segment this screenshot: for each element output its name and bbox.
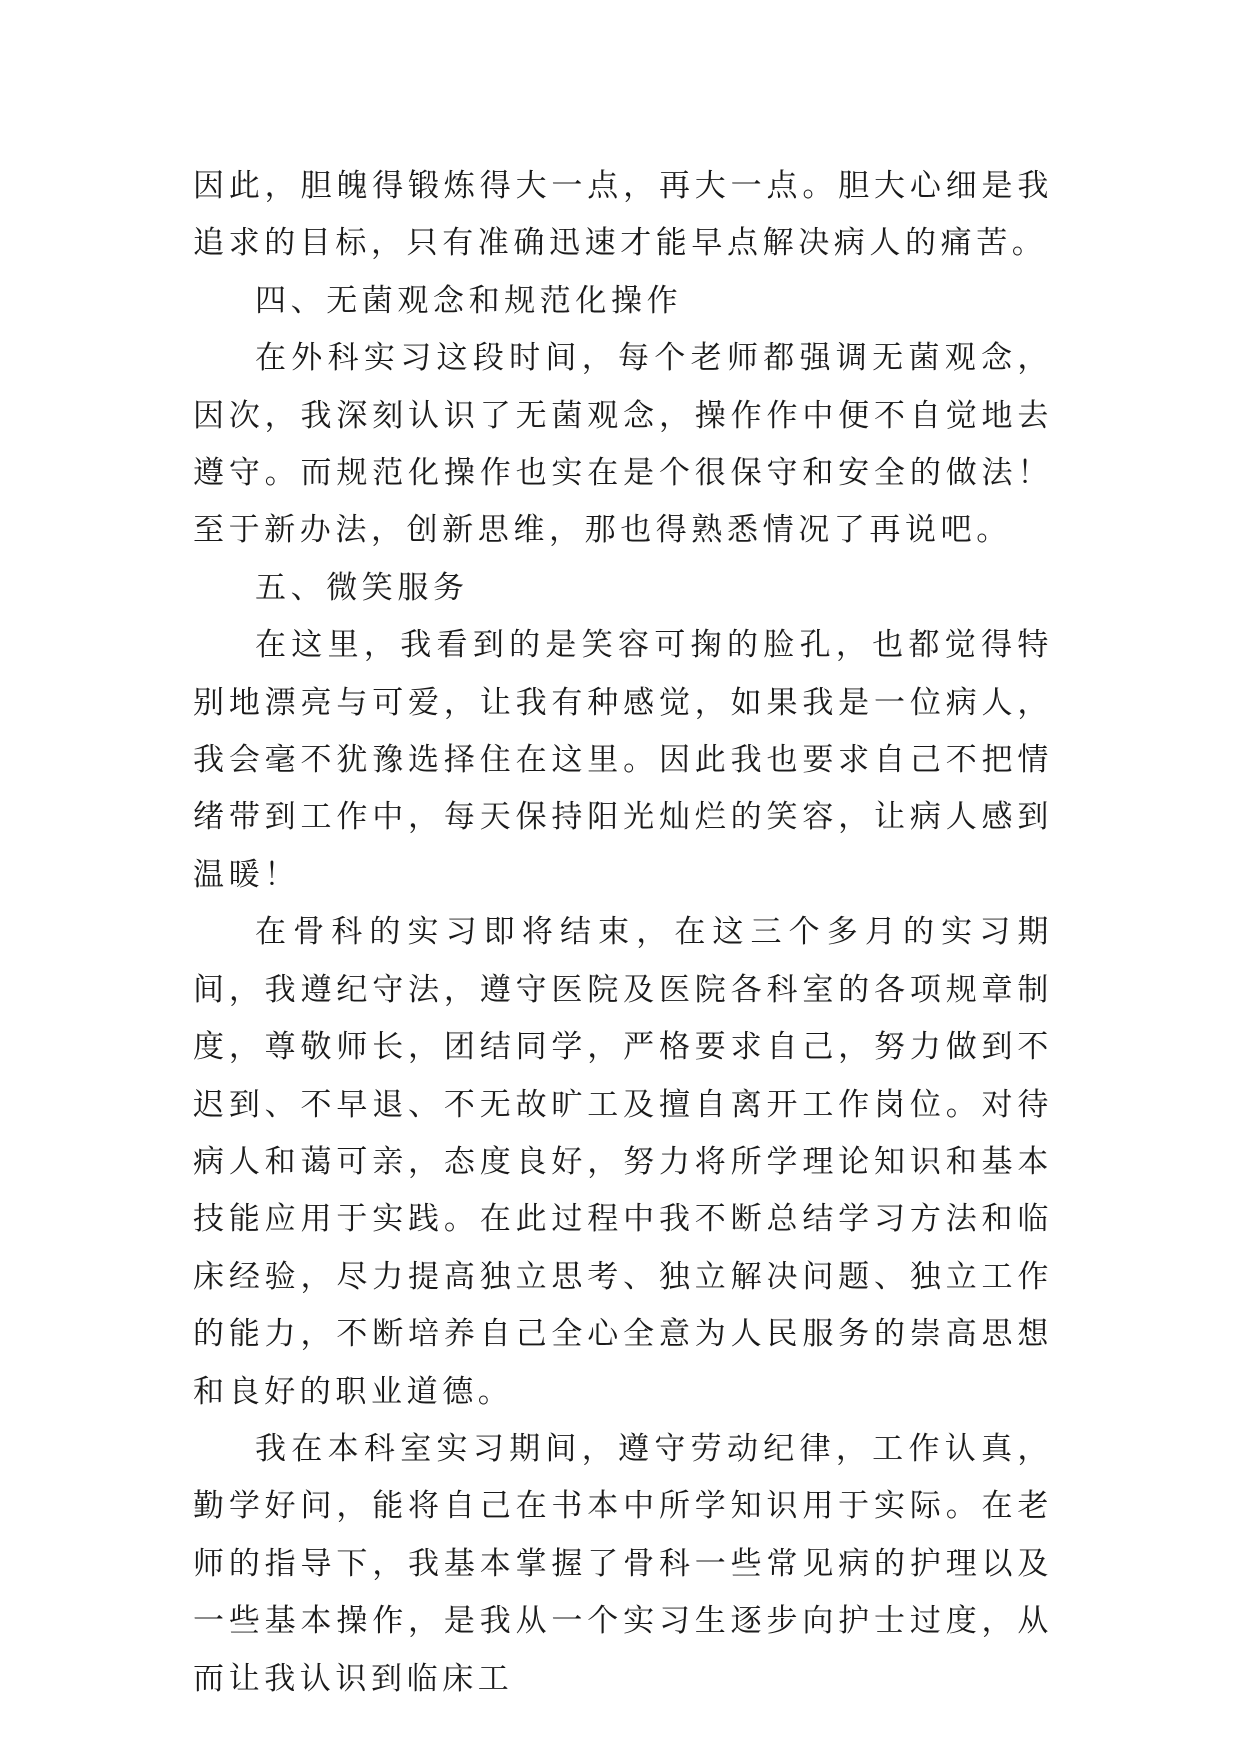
section-heading-5: 五、微笑服务	[255, 569, 469, 606]
paragraph-5: 我在本科室实习期间，遵守劳动纪律，工作认真，勤学好问，能将自己在书本中所学知识用于实际。在老师的指导下，我基本掌握了骨科一些常见病的护理以及一些基本操作，是我从一个实习生逐步向护士过度，从而让我认识到临床工	[193, 1430, 1053, 1697]
paragraph-2: 在外科实习这段时间，每个老师都强调无菌观念，因次，我深刻认识了无菌观念，操作作中便不自觉地去遵守。而规范化操作也实在是个很保守和安全的做法！至于新办法，创新思维，那也得熟悉情况了再说吧。	[193, 340, 1053, 549]
paragraph-3: 在这里，我看到的是笑容可掬的脸孔，也都觉得特别地漂亮与可爱，让我有种感觉，如果我是一位病人，我会毫不犹豫选择住在这里。因此我也要求自己不把情绪带到工作中，每天保持阳光灿烂的笑容，让病人感到温暖！	[193, 627, 1053, 893]
section-heading-4: 四、无菌观念和规范化操作	[255, 282, 683, 319]
document-body	[193, 158, 1053, 1708]
paragraph-4: 在骨科的实习即将结束，在这三个多月的实习期间，我遵纪守法，遵守医院及医院各科室的各项规章制度，尊敬师长，团结同学，严格要求自己，努力做到不迟到、不早退、不无故旷工及擅自离开工作岗位。对待病人和蔼可亲，态度良好，努力将所学理论知识和基本技能应用于实践。在此过程中我不断总结学习方法和临床经验，尽力提高独立思考、独立解决问题、独立工作的能力，不断培养自己全心全意为人民服务的崇高思想和良好的职业道德。	[193, 914, 1053, 1410]
paragraph-1: 因此，胆魄得锻炼得大一点，再大一点。胆大心细是我追求的目标，只有准确迅速才能早点解决病人的痛苦。	[193, 168, 1053, 262]
